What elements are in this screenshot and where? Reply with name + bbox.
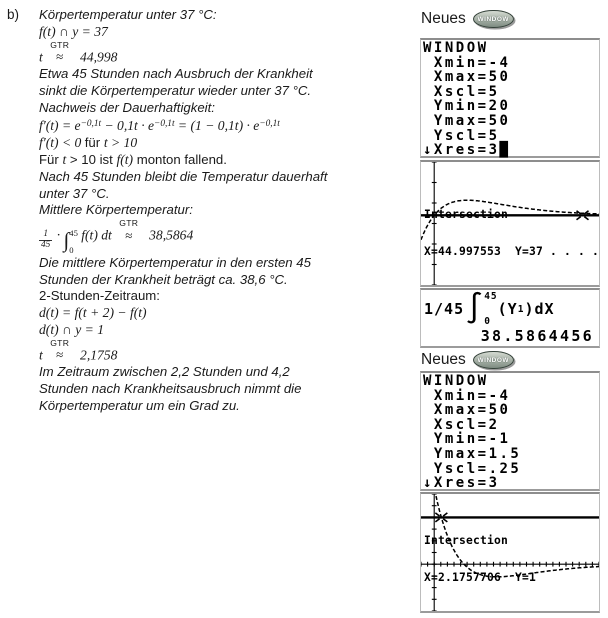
text-line: Mittlere Körpertemperatur: (39, 202, 193, 218)
gtr-approx-sign: GTR ≈ (50, 337, 70, 363)
text-line: Stunden nach Krankheitsausbruch nimmt die (39, 380, 302, 396)
ti-window-line: Xscl=2 (423, 416, 500, 433)
status-label: Intersection (424, 534, 509, 548)
neues-window-caption-1 (421, 8, 514, 30)
expr-close: )dX (524, 300, 555, 318)
text-line: $\frac{1}{45}$ · ∫ 45 0 f(t) dt GTR ≈ 38,5864 (41, 218, 194, 256)
integral-sign: ∫ 45 0 (63, 227, 78, 256)
text-line: Nachweis der Dauerhaftigkeit: (39, 99, 215, 115)
status-values: X=2.1757706 Y=1 (424, 571, 537, 585)
ti-window-line: ↓Xres=3 (423, 475, 500, 492)
text-line: Die mittlere Körpertemperatur in den ersten 45 (39, 254, 311, 270)
ti-window-line: WINDOW (423, 40, 489, 56)
text-line: Nach 45 Stunden bleibt die Temperatur dauerhaft (39, 168, 328, 184)
ti-window-line: Xmin=-4 (423, 387, 511, 404)
neues-label: Neues (421, 10, 466, 27)
text-line: Stunden der Krankheit beträgt ca. 38,6 °C. (39, 271, 288, 287)
expr-open: (Y (497, 300, 518, 318)
text-line: Im Zeitraum zwischen 2,2 Stunden und 4,2 (39, 364, 290, 380)
integral-result: 38.5864456 (480, 327, 594, 345)
solution-text-block (39, 7, 414, 415)
text-line: Für t > 10 ist f(t) monton fallend. (39, 151, 227, 167)
text-line: t GTR ≈ 2,1758 (39, 337, 118, 363)
ti-home-screen (420, 288, 600, 348)
expr-prefix: 1/45 (424, 300, 465, 318)
fraction: $\frac{1}{45}$ (41, 229, 51, 250)
integral-expression (424, 292, 596, 326)
integral-upper-limit: 45 (484, 291, 498, 302)
gtr-approx-sign: GTR ≈ (50, 39, 70, 65)
text-line: d(t) ∩ y = 1 (39, 321, 105, 337)
text-line: Körpertemperatur unter 37 °C: (39, 7, 217, 22)
text-line: f′(t) < 0 für t > 10 (39, 135, 138, 151)
ti-window-screen-2 (420, 371, 600, 491)
text-line: Etwa 45 Stunden nach Ausbruch der Krankheit (39, 65, 313, 81)
neues-label: Neues (421, 351, 466, 368)
ti-window-line: Xscl=5 (423, 83, 500, 100)
ti-window-line: Xmax=50 (423, 402, 511, 419)
ti-window-line: ↓Xres=3█ (423, 142, 511, 159)
status-values: X=44.997553 Y=37 . . . . (424, 245, 600, 259)
intersection-status-2 (424, 511, 536, 609)
window-key-icon (473, 351, 514, 369)
neues-window-caption-2 (421, 349, 514, 371)
window-key-label: WINDOW (477, 356, 510, 364)
text-line: sinkt die Körpertemperatur wieder unter 37 °C. (39, 82, 312, 98)
integral-lower-limit: 0 (484, 315, 491, 327)
integral-sign: ∫ (465, 291, 485, 326)
text-line: Körpertemperatur um ein Grad zu. (39, 397, 240, 413)
text-line: f(t) ∩ y = 37 (39, 23, 108, 39)
ti-window-line: Yscl=.25 (423, 460, 522, 477)
window-key-icon (473, 10, 514, 28)
ti-window-line: Ymin=20 (423, 98, 511, 115)
ti-window-line: Yscl=5 (423, 127, 500, 144)
intersection-status-1 (424, 185, 599, 283)
ti-window-line: Xmin=-4 (423, 54, 511, 71)
ti-window-line: Xmax=50 (423, 69, 511, 86)
ti-graph-screen-2 (420, 492, 600, 613)
window-key-label: WINDOW (477, 15, 510, 23)
text-line: t GTR ≈ 44,998 (39, 39, 118, 65)
status-label: Intersection (424, 208, 509, 222)
ti-graph-screen-1 (420, 160, 600, 287)
item-label: b) (7, 7, 20, 22)
ti-window-line: Ymax=1.5 (423, 445, 522, 462)
text-line: 2-Stunden-Zeitraum: (39, 288, 160, 304)
ti-window-line: Ymin=-1 (423, 431, 511, 448)
calculator-screenshots-column (420, 0, 602, 618)
text-line: d(t) = f(t + 2) − f(t) (39, 305, 147, 321)
ti-window-screen-1 (420, 38, 600, 158)
gtr-approx-sign: GTR ≈ (119, 218, 139, 243)
ti-window-line: Ymax=50 (423, 112, 511, 129)
ti-window-line: WINDOW (423, 373, 489, 389)
y1-subscript: 1 (517, 303, 525, 315)
text-line: unter 37 °C. (39, 185, 110, 201)
text-line: $f'(t) = e^{-0,1t} - 0,1t \cdot e^{-0,1t} = (1 - 0,1t) \cdot e^{-0,1t}$ (39, 118, 280, 134)
